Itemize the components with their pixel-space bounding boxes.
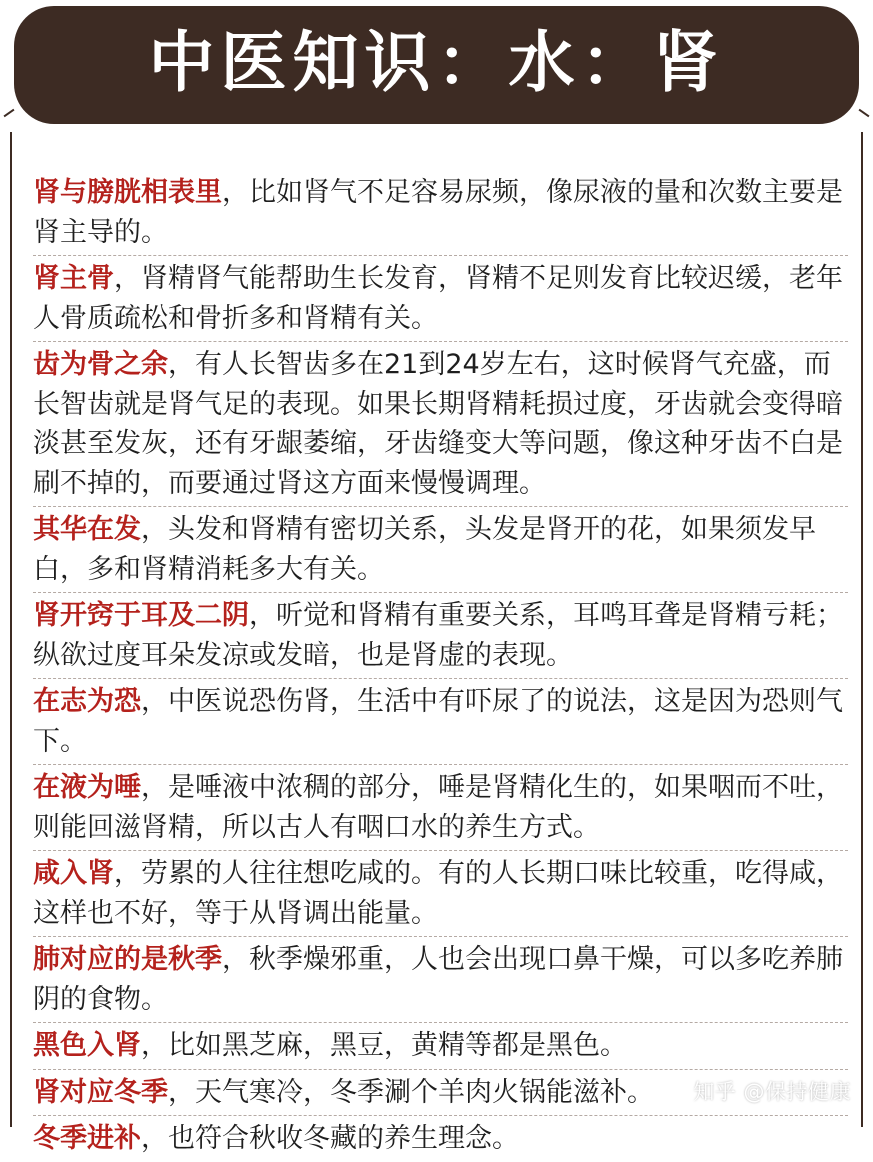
entry-item bbox=[33, 256, 848, 342]
entry-item bbox=[33, 1116, 848, 1162]
entry-keyword: 黑色入肾 bbox=[33, 1030, 141, 1061]
entry-keyword: 齿为骨之余 bbox=[33, 349, 168, 380]
entry-item bbox=[33, 170, 848, 256]
entry-keyword: 肺对应的是秋季 bbox=[33, 944, 222, 975]
entry-item bbox=[33, 765, 848, 851]
entry-keyword: 冬季进补 bbox=[33, 1123, 141, 1154]
entry-text: ，比如肾气不足容易尿频，像尿液的量和次数主要是肾主导的。 bbox=[33, 177, 843, 248]
entry-keyword: 肾主骨 bbox=[33, 263, 114, 294]
entry-text: ，肾精肾气能帮助生长发育，肾精不足则发育比较迟缓，老年人骨质疏松和骨折多和肾精有关。 bbox=[33, 263, 843, 334]
page-title: 中医知识：水：肾 bbox=[148, 24, 725, 101]
entry-keyword: 肾与膀胱相表里 bbox=[33, 177, 222, 208]
frame-ornament-right bbox=[859, 109, 870, 118]
entry-text: ，中医说恐伤肾，生活中有吓尿了的说法，这是因为恐则气下。 bbox=[33, 686, 843, 757]
entry-text: ，头发和肾精有密切关系，头发是肾开的花，如果须发早白，多和肾精消耗多大有关。 bbox=[33, 514, 816, 585]
entry-item bbox=[33, 342, 848, 507]
entry-text: ，也符合秋收冬藏的养生理念。 bbox=[141, 1123, 519, 1154]
entry-text: ，秋季燥邪重，人也会出现口鼻干燥，可以多吃养肺阴的食物。 bbox=[33, 944, 843, 1015]
entry-text: ，是唾液中浓稠的部分，唾是肾精化生的，如果咽而不吐，则能回滋肾精，所以古人有咽口水的养生方式。 bbox=[33, 772, 843, 843]
entry-text: ，天气寒冷，冬季涮个羊肉火锅能滋补。 bbox=[168, 1076, 654, 1108]
entry-item bbox=[33, 1023, 848, 1070]
entry-keyword: 其华在发 bbox=[33, 514, 141, 545]
entry-keyword: 肾开窍于耳及二阴 bbox=[33, 600, 249, 631]
header-banner bbox=[14, 6, 859, 124]
watermark: 知乎 @保持健康 bbox=[693, 1080, 851, 1104]
entry-item bbox=[33, 593, 848, 679]
entry-item bbox=[33, 851, 848, 937]
entry-item bbox=[33, 679, 848, 765]
entry-keyword: 在志为恐 bbox=[33, 686, 141, 717]
frame-ornament-left bbox=[4, 109, 15, 118]
entry-text: ，有人长智齿多在21到24岁左右，这时候肾气充盛，而长智齿就是肾气足的表现。如果长期肾精耗损过度，牙齿就会变得暗淡甚至发灰，还有牙龈萎缩，牙齿缝变大等问题，像这种牙齿不白是刷不掉的，而要通过肾这方面来慢慢调理。 bbox=[33, 349, 843, 499]
entry-item bbox=[33, 937, 848, 1023]
entry-text: ，听觉和肾精有重要关系，耳鸣耳聋是肾精亏耗；纵欲过度耳朵发凉或发暗，也是肾虚的表现。 bbox=[33, 600, 843, 671]
frame-border-right bbox=[861, 132, 863, 1127]
entry-keyword: 在液为唾 bbox=[33, 772, 141, 803]
entry-keyword: 肾对应冬季 bbox=[33, 1076, 168, 1108]
entry-text: ，比如黑芝麻，黑豆，黄精等都是黑色。 bbox=[141, 1030, 627, 1061]
frame-border-left bbox=[10, 132, 12, 1127]
entry-text: ，劳累的人往往想吃咸的。有的人长期口味比较重，吃得咸，这样也不好，等于从肾调出能量。 bbox=[33, 858, 843, 929]
entry-keyword: 咸入肾 bbox=[33, 858, 114, 889]
entry-item bbox=[33, 507, 848, 593]
entry-list bbox=[33, 170, 848, 1162]
